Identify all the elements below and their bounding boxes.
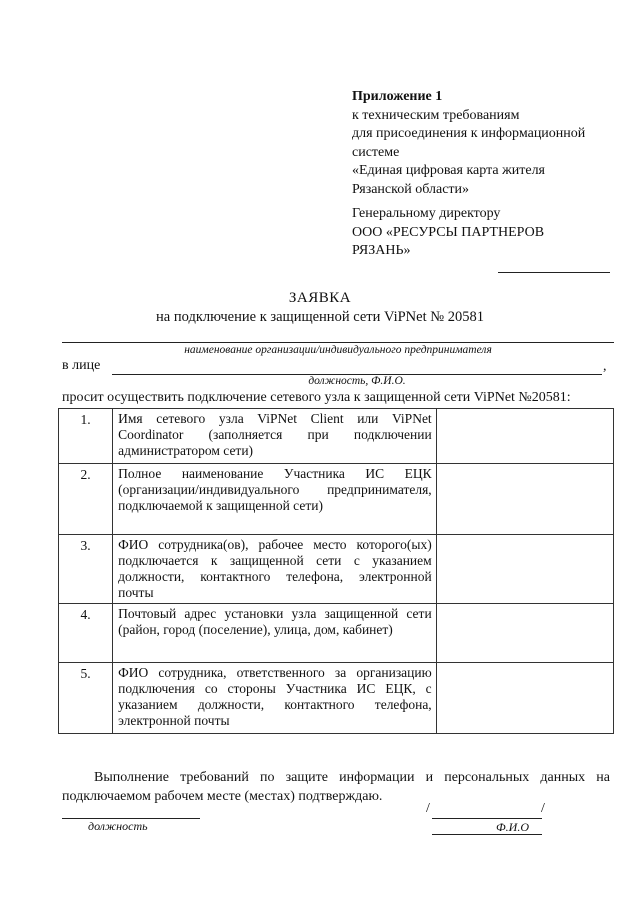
row-value-cell[interactable] (436, 604, 613, 663)
row-value-cell[interactable] (436, 535, 613, 604)
appendix-line: для присоединения к информационной (352, 126, 586, 141)
organization-caption: наименование организации/индивидуального предпринимателя (184, 344, 492, 356)
confirmation-text: Выполнение требований по защите информации и персональных данных на подключаемом рабочем месте (местах) подтверждаю. (62, 770, 610, 804)
row-number: 3. (59, 535, 113, 604)
appendix-line: «Единая цифровая карта жителя (352, 163, 545, 178)
table-row (59, 535, 614, 604)
row-description: Имя сетевого узла ViPNet Client или ViPNet Coordinator (заполняется при подключении администратором сети) (113, 409, 437, 464)
row-number: 1. (59, 409, 113, 464)
in-person-label: в лице (62, 358, 101, 373)
row-description: Полное наименование Участника ИС ЕЦК (организации/индивидуального предпринимателя, подключаемой к защищенной сети) (113, 464, 437, 535)
position-caption: должность (88, 819, 148, 833)
signature-slash-right: / (541, 801, 545, 816)
addressee-signature-line (498, 272, 610, 273)
name-caption: Ф.И.О (496, 820, 529, 834)
row-value-cell[interactable] (436, 409, 613, 464)
addressee-line: Генеральному директору (352, 206, 501, 221)
signature-slash-left: / (426, 801, 430, 816)
addressee-block (352, 205, 622, 261)
appendix-title: Приложение 1 (352, 89, 443, 104)
request-text: просит осуществить подключение сетевого узла к защищенной сети ViPNet №20581: (62, 390, 571, 405)
appendix-line: к техническим требованиям (352, 107, 520, 123)
row-value-cell[interactable] (436, 663, 613, 734)
row-description: Почтовый адрес установки узла защищенной сети (район, город (поселение), улица, дом, кабинет) (113, 604, 437, 663)
row-number: 2. (59, 464, 113, 535)
addressee-line: РЯЗАНЬ» (352, 243, 411, 258)
position-name-caption: должность, Ф.И.О. (308, 375, 406, 387)
appendix-line: Рязанской области» (352, 181, 470, 197)
row-value-cell[interactable] (436, 464, 613, 535)
in-person-comma: , (603, 359, 607, 374)
table-row (59, 604, 614, 663)
signature-name-line (432, 818, 542, 819)
table-row (59, 663, 614, 734)
row-number: 4. (59, 604, 113, 663)
table-row (59, 409, 614, 464)
appendix-block (352, 88, 622, 199)
table-row (59, 464, 614, 535)
row-number: 5. (59, 663, 113, 734)
addressee-line: ООО «РЕСУРСЫ ПАРТНЕРОВ (352, 224, 545, 240)
organization-name-line (62, 342, 614, 343)
document-subtitle: на подключение к защищенной сети ViPNet № 20581 (156, 309, 484, 325)
row-description: ФИО сотрудника, ответственного за организацию подключения со стороны Участника ИС ЕЦК, с указанием должности, контактного телефона, электронной почты (113, 663, 437, 734)
row-description: ФИО сотрудника(ов), рабочее место которого(ых) подключается к защищенной сети с указанием должности, контактного телефона, электронной почты (113, 535, 437, 604)
document-title: ЗАЯВКА (288, 290, 352, 306)
requirements-table (58, 408, 614, 734)
appendix-line: системе (352, 144, 400, 160)
